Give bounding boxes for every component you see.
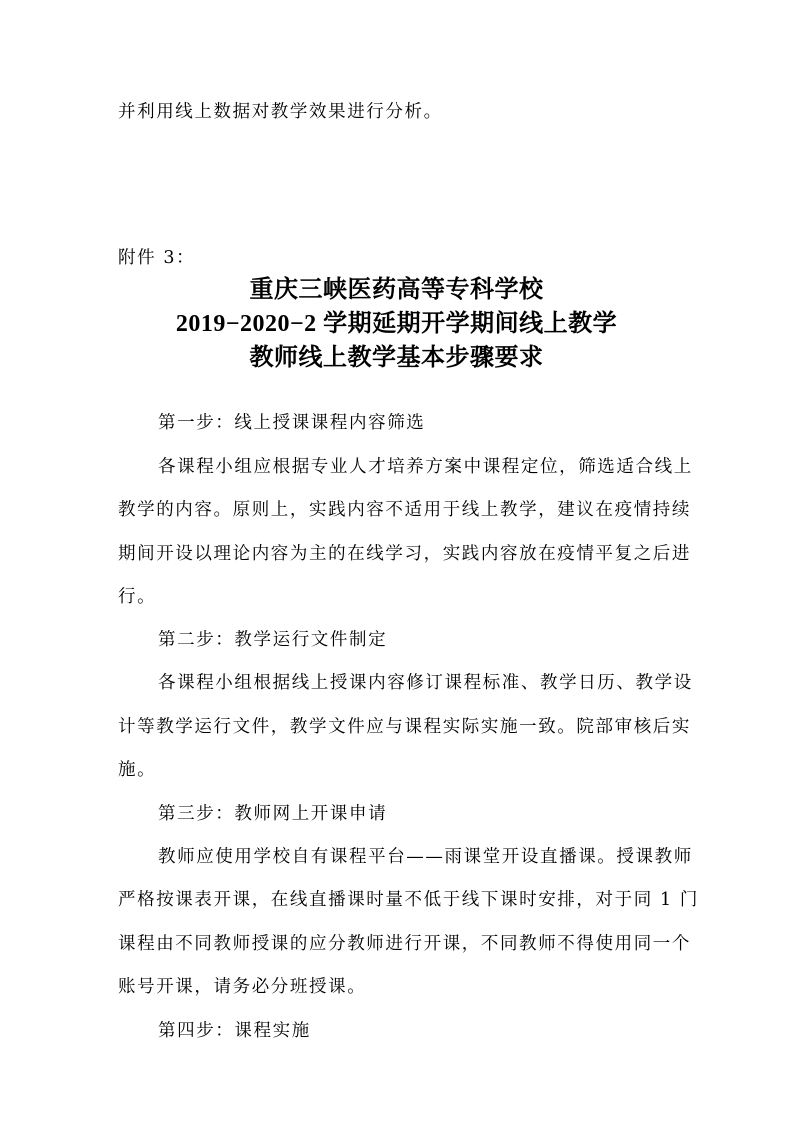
step-heading: 第一步：线上授课课程内容筛选 — [158, 413, 426, 433]
paragraph-line: 教学的内容。原则上，实践内容不适用于线上教学，建议在疫情持续 — [118, 500, 691, 520]
paragraph-line: 账号开课，请务必分班授课。 — [118, 977, 367, 997]
paragraph-line: 教师应使用学校自有课程平台——雨课堂开设直播课。授课教师 — [158, 847, 693, 867]
step-heading: 第四步：课程实施 — [158, 1021, 311, 1041]
paragraph-line: 期间开设以理论内容为主的在线学习，实践内容放在疫情平复之后进 — [118, 544, 691, 564]
paragraph-line: 行。 — [118, 587, 157, 607]
step-heading: 第二步：教学运行文件制定 — [158, 630, 388, 650]
paragraph-line: 施。 — [118, 760, 157, 780]
paragraph-line: 计等教学运行文件，教学文件应与课程实际实施一致。院部审核后实 — [118, 717, 691, 737]
paragraph-line: 各课程小组根据线上授课内容修订课程标准、教学日历、教学设 — [158, 673, 693, 693]
continuation-text: 并利用线上数据对教学效果进行分析。 — [118, 102, 443, 122]
attachment-label: 附件 3： — [118, 248, 196, 268]
paragraph-line: 课程由不同教师授课的应分教师进行开课，不同教师不得使用同一个 — [118, 934, 691, 954]
step-heading: 第三步：教师网上开课申请 — [158, 804, 388, 824]
title-line-school: 重庆三峡医药高等专科学校 — [249, 277, 544, 303]
title-line-term: 2019−2020−2 学期延期开学期间线上教学 — [175, 311, 618, 337]
title-line-subject: 教师线上教学基本步骤要求 — [249, 345, 544, 371]
paragraph-line: 严格按课表开课，在线直播课时量不低于线下课时安排，对于同 1 门 — [118, 890, 699, 910]
paragraph-line: 各课程小组应根据专业人才培养方案中课程定位，筛选适合线上 — [158, 457, 693, 477]
